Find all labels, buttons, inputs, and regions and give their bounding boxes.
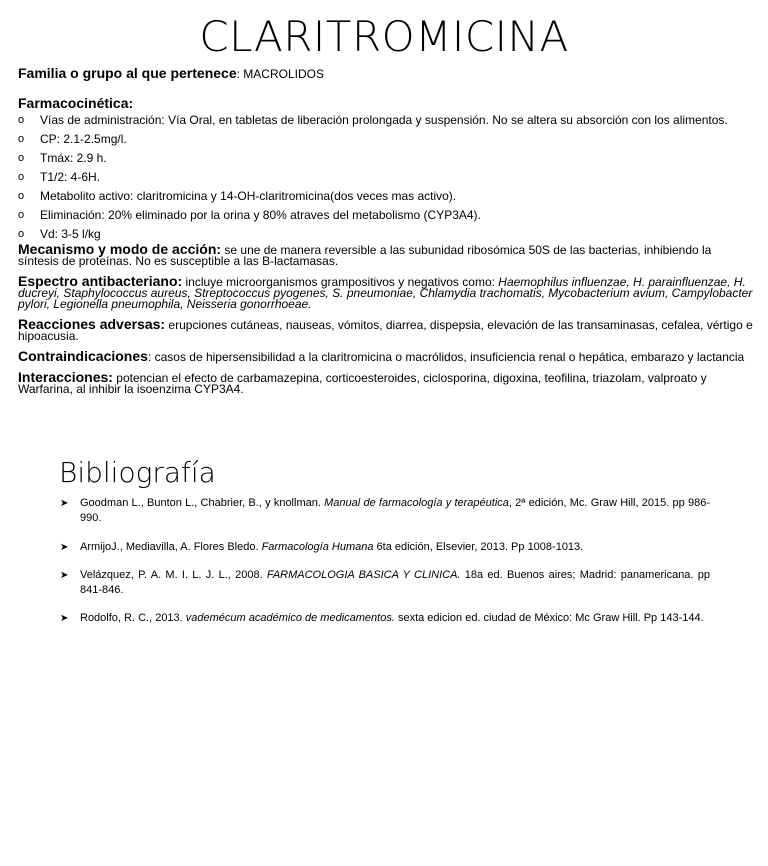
farmacocinetica-heading: Farmacocinética:	[18, 95, 134, 111]
mecanismo-text: se une de manera reversible a las subunidad ribosómica 50S de las bacterias, inhibiendo la síntesis de proteínas. No es susceptible a las B-lactamasas.	[18, 243, 712, 268]
ref-title: Manual de farmacología y terapéutica	[324, 497, 509, 509]
reference-item	[60, 611, 710, 626]
ref-title: Farmacología Humana	[261, 541, 374, 553]
ref-authors: ArmijoJ., Mediavilla, A. Flores Bledo.	[80, 541, 262, 553]
familia-label: Familia o grupo al que pertenece	[18, 65, 237, 81]
ref-details: 6ta edición, Elsevier, 2013. Pp 1008-1013.	[373, 541, 584, 553]
reacciones-section	[18, 316, 754, 343]
espectro-section	[18, 273, 754, 311]
ref-authors: Velázquez, P. A. M. I. L. J. L., 2008.	[80, 569, 267, 581]
list-item: o Tmáx: 2.9 h.	[18, 153, 754, 164]
list-item: o Metabolito activo: claritromicina y 14-OH-claritromicina(dos veces mas activo).	[18, 191, 754, 202]
list-item: o Vías de administración: Vía Oral, en tabletas de liberación prolongada y suspensión. No se altera su absorción con los alimentos.	[18, 115, 754, 126]
mecanismo-section	[18, 241, 754, 268]
list-item: o Eliminación: 20% eliminado por la orina y 80% atraves del metabolismo (CYP3A4).	[18, 210, 754, 221]
espectro-sep: :	[491, 275, 499, 289]
espectro-organisms: Haemophilus influenzae, H. parainfluenzae, H. ducreyi, Staphylococcus aureus, Streptococcus pyogenes, S. pneumoniae, Chlamydia trachomatis, Mycobacterium avium, Campylobacter pylori, Legionella pneumophila, Neisseria gonorrhoeae.	[18, 275, 753, 311]
contraindicaciones-label: Contraindicaciones	[18, 348, 148, 364]
drug-content	[18, 64, 754, 395]
reference-item	[60, 540, 710, 555]
ref-title: FARMACOLOGIA BASICA Y CLINICA.	[266, 569, 461, 581]
bibliografia-title: Bibliografía	[59, 456, 216, 489]
ref-details: , 2ª edición, Mc. Graw Hill, 2015. pp 986-990.	[80, 497, 710, 524]
interacciones-text: potencian el efecto de carbamazepina, corticoesteroides, ciclosporina, digoxina, teofilina, triazolam, valproato y Warfarina, al inhibir la isoenzima CYP3A4.	[18, 371, 707, 396]
reacciones-label: Reacciones adversas:	[18, 316, 166, 332]
contraindicaciones-text: : casos de hipersensibilidad a la claritromicina o macrólidos, insuficiencia renal o hepática, embarazo y lactancia	[147, 350, 745, 364]
ref-authors: Goodman L., Bunton L., Chabrier, B., y knollman.	[80, 497, 325, 509]
page-title: CLARITROMICINA	[199, 12, 569, 61]
ref-title: vademécum académico de medicamentos.	[185, 612, 395, 624]
list-item: o CP: 2.1-2.5mg/l.	[18, 134, 754, 145]
familia-value: : MACROLIDOS	[236, 67, 324, 81]
reference-item	[60, 568, 710, 598]
espectro-label: Espectro antibacteriano:	[18, 273, 183, 289]
interacciones-label: Interacciones:	[18, 369, 113, 385]
mecanismo-label: Mecanismo y modo de acción:	[18, 241, 222, 257]
familia-line	[18, 64, 754, 83]
ref-details: 18a ed. Buenos aires; Madrid: panamericana. pp 841-846.	[80, 569, 710, 596]
reference-item	[60, 496, 710, 526]
bibliografia-list	[60, 496, 710, 640]
list-item: o T1/2: 4-6H.	[18, 172, 754, 183]
interacciones-section	[18, 369, 754, 396]
list-item: o Vd: 3-5 l/kg	[18, 229, 754, 240]
contraindicaciones-section	[18, 348, 754, 364]
reacciones-text: erupciones cutáneas, nauseas, vómitos, diarrea, dispepsia, elevación de las transaminasas, cefalea, vértigo e hipoacusia.	[18, 318, 753, 343]
ref-authors: Rodolfo, R. C., 2013.	[80, 612, 186, 624]
espectro-text: incluye microorganismos grampositivos y negativos como	[182, 275, 492, 289]
farmacocinetica-list	[18, 115, 754, 240]
ref-details: sexta edicion ed. ciudad de México: Mc Graw Hill. Pp 143-144.	[394, 612, 704, 624]
